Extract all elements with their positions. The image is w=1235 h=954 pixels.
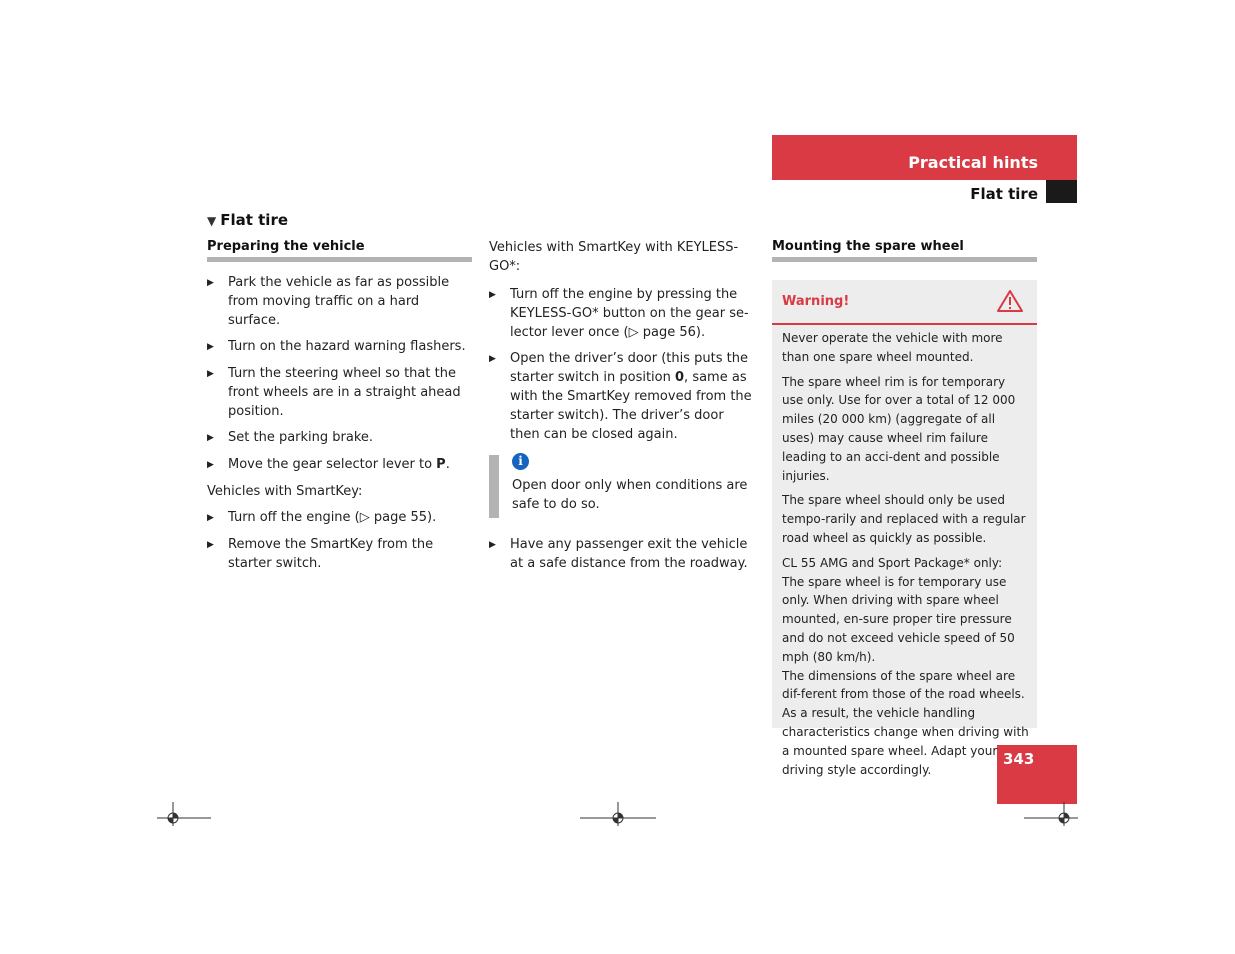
list-item: ▶ Set the parking brake. xyxy=(207,428,472,448)
list-item: ▶ Turn on the hazard warning flashers. xyxy=(207,337,472,357)
list-item: ▶ Turn off the engine (▷ page 55). xyxy=(207,508,472,528)
col2-body-after xyxy=(489,535,754,580)
thumb-tab-marker xyxy=(1046,180,1077,203)
chapter-title: Practical hints xyxy=(908,153,1038,172)
triangle-right-icon: ▶ xyxy=(489,540,496,550)
list-item: ▶ Open the driver’s door (this puts the starter switch in position 0, same as with the SmartKey removed from the starter switch). The driver’s door then can be closed again. xyxy=(489,351,752,442)
col3-heading: Mounting the spare wheel xyxy=(772,239,964,254)
triangle-right-icon: ▶ xyxy=(207,369,214,379)
warning-paragraph: The spare wheel should only be used tempo-rarily and replaced with a regular road wheel as quickly as possible. xyxy=(782,493,1026,545)
col2-body xyxy=(489,238,754,451)
list-item: ▶ Turn off the engine by pressing the KEYLESS-GO* button on the gear se-lector lever once (▷ page 56). xyxy=(489,287,749,340)
emphasis: 0 xyxy=(675,370,685,385)
section-title: ▼ Flat tire xyxy=(207,211,289,229)
triangle-right-icon: ▶ xyxy=(207,433,214,443)
info-icon: i xyxy=(512,453,529,470)
col1-heading-rule xyxy=(207,257,472,262)
keyless-intro: Vehicles with SmartKey with KEYLESS-GO*: xyxy=(489,240,739,274)
warning-paragraph: The spare wheel is for temporary use only. When driving with spare wheel mounted, en-sure proper tire pressure and do not exceed vehicle speed of 50 mph (80 km/h). xyxy=(782,574,1015,664)
col1-heading: Preparing the vehicle xyxy=(207,239,365,254)
smartkey-label: Vehicles with SmartKey: xyxy=(207,484,363,499)
registration-mark xyxy=(580,802,656,826)
warning-paragraph: Never operate the vehicle with more than one spare wheel mounted. xyxy=(782,331,1003,364)
triangle-right-icon: ▶ xyxy=(207,460,214,470)
list-item: ▶ Park the vehicle as far as possible from moving traffic on a hard surface. xyxy=(207,275,450,328)
registration-mark xyxy=(157,802,211,826)
triangle-right-icon: ▶ xyxy=(207,513,214,523)
page-number: 343 xyxy=(1003,750,1035,768)
triangle-right-icon: ▶ xyxy=(207,540,214,550)
emphasis: P xyxy=(436,457,446,472)
list-item: ▶ Have any passenger exit the vehicle at a safe distance from the roadway. xyxy=(489,537,748,571)
triangle-right-icon: ▶ xyxy=(207,342,214,352)
warning-text xyxy=(782,329,1030,779)
triangle-right-icon: ▶ xyxy=(489,354,496,364)
list-item: ▶ Remove the SmartKey from the starter switch. xyxy=(207,537,434,571)
warning-paragraph: The dimensions of the spare wheel are dif-ferent from those of the road wheels. As a result, the vehicle handling characteristics change when driving with a mounted spare wheel. Adapt your driving style accordingly. xyxy=(782,668,1029,777)
warning-triangle-icon xyxy=(996,289,1024,313)
triangle-down-icon: ▼ xyxy=(207,214,217,228)
info-note-bar xyxy=(489,455,499,518)
triangle-right-icon: ▶ xyxy=(489,290,496,300)
section-subtitle: Flat tire xyxy=(970,185,1038,203)
triangle-right-icon: ▶ xyxy=(207,278,214,288)
warning-label: Warning! xyxy=(782,294,850,309)
warning-paragraph: CL 55 AMG and Sport Package* only: xyxy=(782,555,1003,570)
list-item: ▶ Move the gear selector lever to P. xyxy=(207,455,472,475)
warning-paragraph: The spare wheel rim is for temporary use only. Use for over a total of 12 000 miles (20 000 km) (aggregate of all uses) may cause wheel rim failure leading to an acci-dent and possible injuries. xyxy=(782,374,1016,483)
list-item: ▶ Turn the steering wheel so that the front wheels are in a straight ahead position. xyxy=(207,366,461,419)
col1-body xyxy=(207,273,472,580)
col3-heading-rule xyxy=(772,257,1037,262)
info-note-text: Open door only when conditions are safe to do so. xyxy=(512,478,748,512)
registration-mark xyxy=(1024,802,1078,826)
